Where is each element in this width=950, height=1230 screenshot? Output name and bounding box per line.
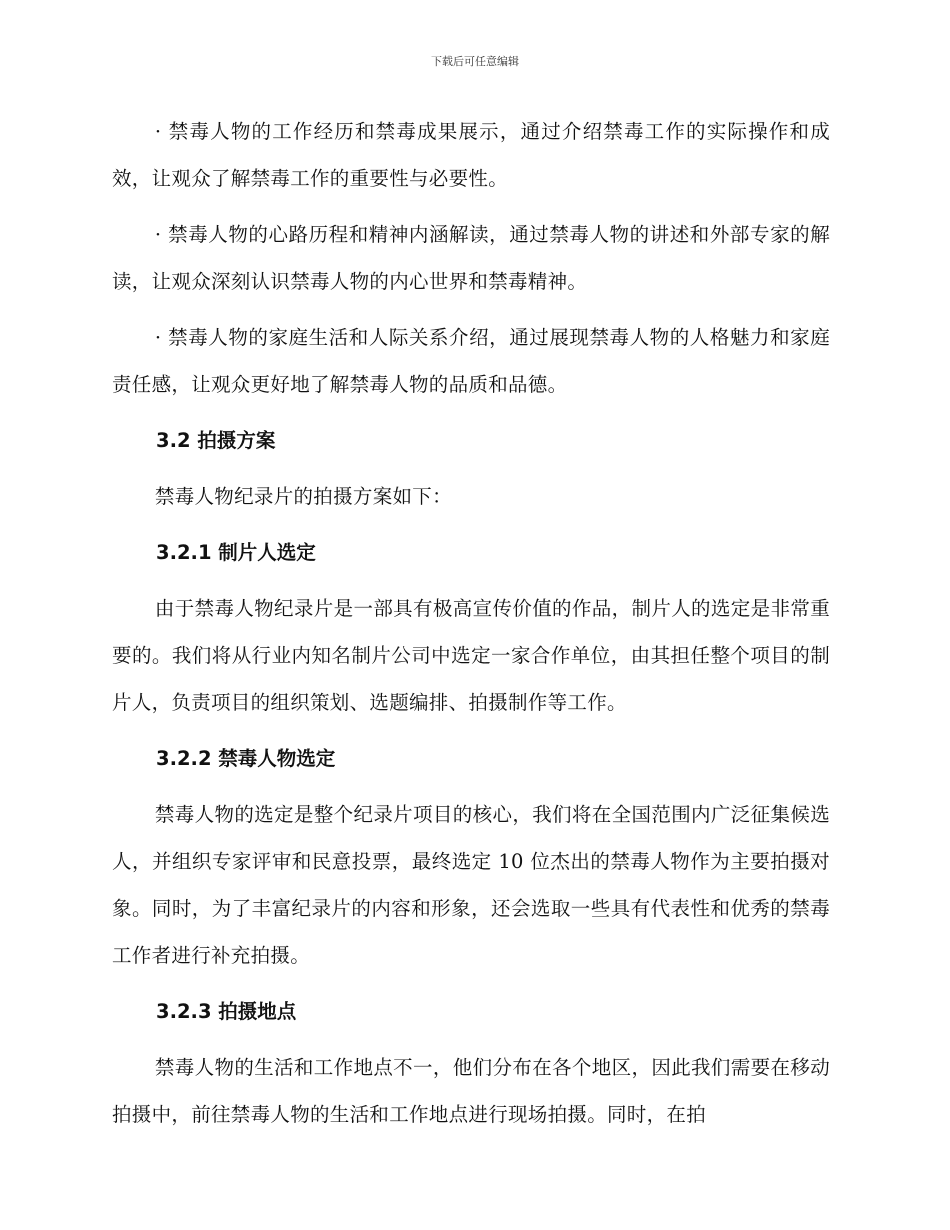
section-heading-3-2-2: 3.2.2 禁毒人物选定 xyxy=(156,747,336,770)
shooting-plan-intro: 禁毒人物纪录片的拍摄方案如下： xyxy=(154,485,452,508)
document-body xyxy=(112,108,830,1147)
subject-selection-paragraph: 禁毒人物的选定是整个纪录片项目的核心，我们将在全国范围内广泛征集候选人，并组织专家评审和民意投票，最终选定 10 位杰出的禁毒人物作为主要拍摄对象。同时，为了丰富纪录片的内容和形象，还会选取一些具有代表性和优秀的禁毒工作者进行补充拍摄。 xyxy=(112,803,830,967)
section-heading-3-2-3: 3.2.3 拍摄地点 xyxy=(156,1000,297,1023)
location-paragraph: 禁毒人物的生活和工作地点不一，他们分布在各个地区，因此我们需要在移动拍摄中，前往禁毒人物的生活和工作地点进行现场拍摄。同时，在拍 xyxy=(112,1056,830,1126)
section-heading-3-2: 3.2 拍摄方案 xyxy=(156,429,276,452)
bullet-paragraph-2: · 禁毒人物的心路历程和精神内涵解读，通过禁毒人物的讲述和外部专家的解读，让观众深刻认识禁毒人物的内心世界和禁毒精神。 xyxy=(112,223,830,293)
bullet-paragraph-1: · 禁毒人物的工作经历和禁毒成果展示，通过介绍禁毒工作的实际操作和成效，让观众了解禁毒工作的重要性与必要性。 xyxy=(112,120,830,190)
producer-paragraph: 由于禁毒人物纪录片是一部具有极高宣传价值的作品，制片人的选定是非常重要的。我们将从行业内知名制片公司中选定一家合作单位，由其担任整个项目的制片人，负责项目的组织策划、选题编排、拍摄制作等工作。 xyxy=(112,597,830,714)
page-header: 下载后可任意编辑 xyxy=(431,55,519,68)
section-heading-3-2-1: 3.2.1 制片人选定 xyxy=(156,541,316,564)
bullet-paragraph-3: · 禁毒人物的家庭生活和人际关系介绍，通过展现禁毒人物的人格魅力和家庭责任感，让观众更好地了解禁毒人物的品质和品德。 xyxy=(112,326,830,396)
